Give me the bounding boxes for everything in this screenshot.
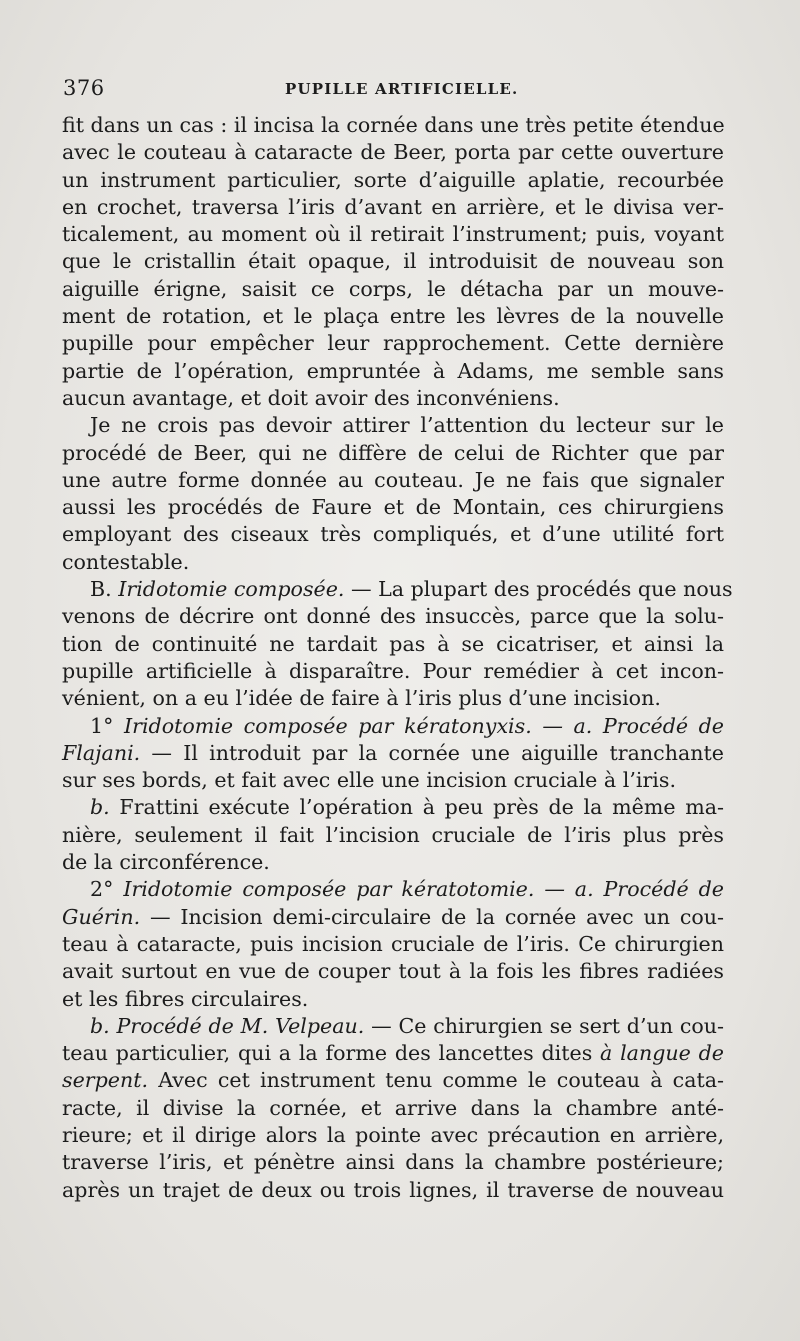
text-run: avec le couteau à cataracte de Beer, porta par cette ouverture bbox=[62, 140, 724, 165]
text-run: après un trajet de deux ou trois lignes, il traverse de nouveau bbox=[62, 1177, 724, 1202]
text-run: 2° bbox=[90, 877, 124, 902]
text-run: B. bbox=[90, 577, 119, 602]
text-run: Frattini exécute l’opération à peu près de la même ma- bbox=[109, 795, 724, 820]
text-run: procédé de Beer, qui ne diffère de celui de Richter que par bbox=[62, 440, 724, 465]
text-line bbox=[62, 303, 724, 330]
body-text bbox=[62, 112, 733, 1204]
text-line bbox=[62, 549, 724, 576]
text-line bbox=[62, 576, 733, 603]
text-line bbox=[62, 467, 724, 494]
text-line bbox=[62, 1095, 724, 1122]
text-run: une autre forme donnée au couteau. Je ne fais que signaler bbox=[62, 467, 724, 492]
text-line bbox=[62, 330, 724, 357]
text-line bbox=[62, 440, 724, 467]
text-line bbox=[62, 958, 724, 985]
text-run: nière, seulement il fait l’incision cruciale de l’iris plus près bbox=[62, 822, 724, 847]
text-run: racte, il divise la cornée, et arrive dans la chambre anté- bbox=[62, 1095, 724, 1120]
text-run: pupille artificielle à disparaître. Pour remédier à cet incon- bbox=[62, 658, 724, 683]
text-run: tion de continuité ne tardait pas à se cicatriser, et ainsi la bbox=[62, 631, 724, 656]
text-run: 1° bbox=[90, 713, 124, 738]
text-line bbox=[62, 139, 724, 166]
text-line bbox=[62, 794, 724, 821]
text-run: — Ce chirurgien se sert d’un cou- bbox=[364, 1013, 724, 1038]
text-line bbox=[62, 876, 724, 903]
text-run: teau particulier, qui a la forme des lancettes dites bbox=[62, 1041, 601, 1066]
italic-text: Flajani. bbox=[62, 740, 141, 765]
text-line bbox=[62, 1067, 724, 1094]
text-line bbox=[62, 1122, 724, 1149]
text-line bbox=[62, 767, 724, 794]
text-run: partie de l’opération, empruntée à Adams, me semble sans bbox=[62, 358, 724, 383]
text-run: aucun avantage, et doit avoir des inconvéniens. bbox=[62, 385, 560, 410]
text-line bbox=[62, 248, 724, 275]
text-run: — Il introduit par la cornée une aiguille tranchante bbox=[140, 740, 724, 765]
text-line bbox=[62, 713, 724, 740]
text-run: de la circonférence. bbox=[62, 850, 270, 875]
text-line bbox=[62, 603, 724, 630]
text-line bbox=[62, 194, 724, 221]
text-run: aiguille érigne, saisit ce corps, le détacha par un mouve- bbox=[62, 276, 724, 301]
text-run: vénient, on a eu l’idée de faire à l’iris plus d’une incision. bbox=[62, 686, 661, 711]
text-run: que le cristallin était opaque, il introduisit de nouveau son bbox=[62, 249, 724, 274]
text-line bbox=[62, 167, 724, 194]
italic-text: serpent. bbox=[62, 1068, 149, 1093]
text-run: — Incision demi-circulaire de la cornée avec un cou- bbox=[140, 904, 724, 929]
text-run: en crochet, traversa l’iris d’avant en arrière, et le divisa ver- bbox=[62, 194, 724, 219]
text-run: et les fibres circulaires. bbox=[62, 986, 309, 1011]
text-line bbox=[62, 221, 724, 248]
text-run: ticalement, au moment où il retirait l’instrument; puis, voyant bbox=[62, 222, 724, 247]
italic-text: à langue de bbox=[600, 1041, 724, 1066]
text-line bbox=[62, 904, 724, 931]
text-line bbox=[62, 1177, 724, 1204]
text-run: employant des ciseaux très compliqués, et d’une utilité fort bbox=[62, 522, 724, 547]
text-line bbox=[62, 1149, 724, 1176]
text-run: contestable. bbox=[62, 549, 190, 574]
text-run: venons de décrire ont donné des insuccès, parce que la solu- bbox=[62, 604, 724, 629]
text-run: teau à cataracte, puis incision cruciale de l’iris. Ce chirurgien bbox=[62, 931, 724, 956]
page-header bbox=[63, 76, 723, 106]
text-line bbox=[62, 740, 724, 767]
text-run: Je ne crois pas devoir attirer l’attention du lecteur sur le bbox=[90, 413, 724, 438]
text-run: traverse l’iris, et pénètre ainsi dans la chambre postérieure; bbox=[62, 1150, 724, 1175]
text-line bbox=[62, 276, 724, 303]
italic-text: Iridotomie composée. bbox=[118, 577, 345, 602]
page-number: 376 bbox=[63, 76, 105, 100]
text-line bbox=[62, 521, 724, 548]
text-run: sur ses bords, et fait avec elle une incision cruciale à l’iris. bbox=[62, 768, 676, 793]
text-run: ment de rotation, et le plaça entre les lèvres de la nouvelle bbox=[62, 304, 724, 329]
italic-text: b. bbox=[90, 795, 110, 820]
text-line bbox=[62, 631, 724, 658]
italic-text: Iridotomie composée par kératonyxis. — a. Procédé de bbox=[123, 713, 724, 738]
text-line bbox=[62, 658, 724, 685]
text-run: — La plupart des procédés que nous bbox=[344, 577, 733, 602]
text-line bbox=[62, 1040, 724, 1067]
running-head: PUPILLE ARTIFICIELLE. bbox=[285, 80, 519, 98]
italic-text: Iridotomie composée par kératotomie. — a. Procédé de bbox=[123, 877, 724, 902]
text-line bbox=[62, 358, 724, 385]
text-line bbox=[62, 986, 724, 1013]
text-line bbox=[62, 385, 724, 412]
text-line bbox=[62, 931, 724, 958]
text-run: aussi les procédés de Faure et de Montain, ces chirurgiens bbox=[62, 495, 724, 520]
italic-text: Guérin. bbox=[62, 904, 141, 929]
text-run: fit dans un cas : il incisa la cornée dans une très petite étendue bbox=[62, 113, 725, 137]
text-line bbox=[62, 685, 724, 712]
text-run: Avec cet instrument tenu comme le couteau à cata- bbox=[148, 1068, 724, 1093]
text-line bbox=[62, 822, 724, 849]
text-line bbox=[62, 494, 724, 521]
text-line bbox=[62, 412, 724, 439]
text-line bbox=[62, 112, 724, 139]
text-line bbox=[62, 849, 724, 876]
text-run: rieure; et il dirige alors la pointe avec précaution en arrière, bbox=[62, 1122, 724, 1147]
italic-text: b. Procédé de M. Velpeau. bbox=[90, 1013, 365, 1038]
text-run: pupille pour empêcher leur rapprochement. Cette dernière bbox=[62, 331, 724, 356]
text-run: avait surtout en vue de couper tout à la fois les fibres radiées bbox=[62, 959, 724, 984]
text-line bbox=[62, 1013, 724, 1040]
text-run: un instrument particulier, sorte d’aiguille aplatie, recourbée bbox=[62, 167, 724, 192]
